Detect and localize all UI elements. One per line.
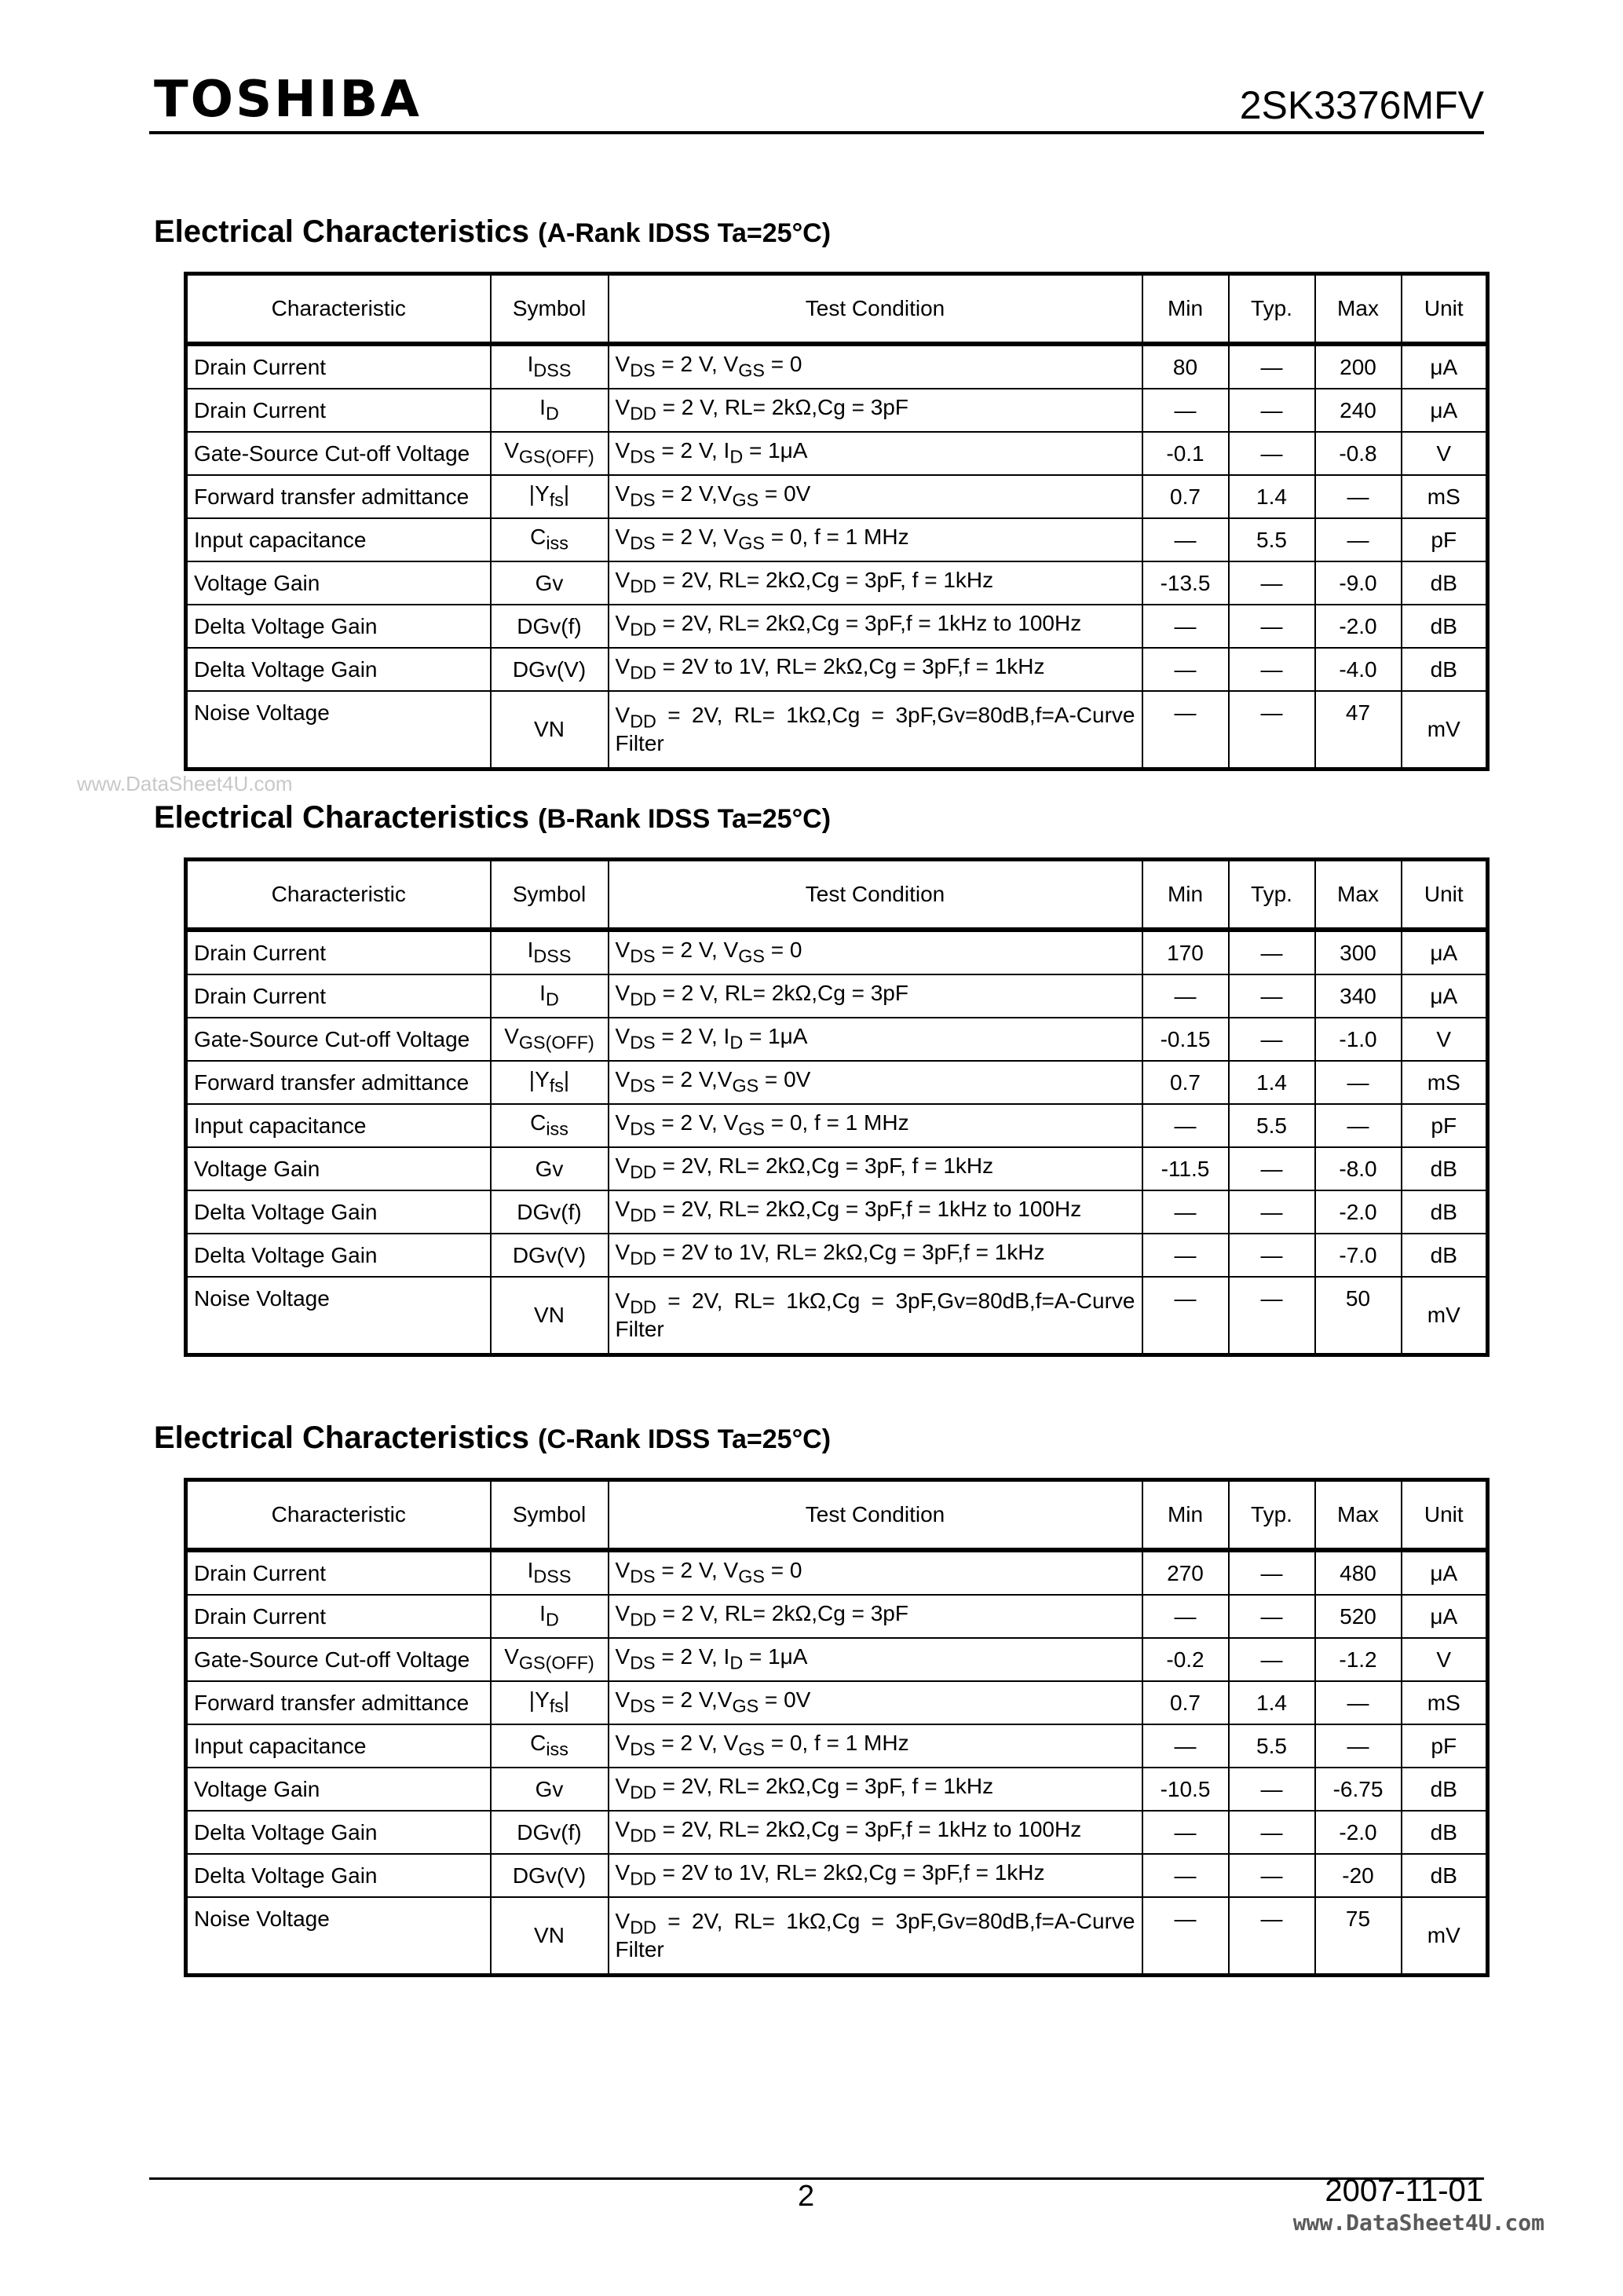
cell-min: — — [1142, 1724, 1229, 1768]
cell-symbol: $|Y_{fs}|$ — [491, 1681, 609, 1724]
column-header-typ: Typ. — [1229, 274, 1315, 345]
cell-unit: dB — [1402, 1147, 1488, 1190]
cell-typ: — — [1229, 1638, 1315, 1681]
cell-min: 0.7 — [1142, 475, 1229, 518]
column-header-min: Min — [1142, 860, 1229, 930]
cell-unit: dB — [1402, 648, 1488, 691]
cell-test-condition: $V_{DS} = 2$ V, $V_{GS} = 0$ — [609, 930, 1142, 974]
cell-characteristic: Noise Voltage — [186, 1277, 491, 1355]
cell-typ: 5.5 — [1229, 1104, 1315, 1147]
table-row — [186, 475, 1488, 518]
section-title — [154, 1420, 831, 1457]
table-row — [186, 518, 1488, 561]
table-row — [186, 974, 1488, 1018]
cell-characteristic: Voltage Gain — [186, 1147, 491, 1190]
cell-max: 340 — [1315, 974, 1402, 1018]
cell-unit: dB — [1402, 1811, 1488, 1854]
cell-test-condition: $V_{DD} = 2V$ to 1V, RL= 2kΩ,Cg = 3pF,f = 1kHz — [609, 648, 1142, 691]
column-header-min: Min — [1142, 274, 1229, 345]
cell-typ: 5.5 — [1229, 1724, 1315, 1768]
cell-typ: — — [1229, 1595, 1315, 1638]
table-row — [186, 691, 1488, 770]
section-title-main: Electrical Characteristics — [154, 800, 530, 835]
cell-characteristic: Drain Current — [186, 389, 491, 432]
cell-max: -1.0 — [1315, 1018, 1402, 1061]
cell-max: -0.8 — [1315, 432, 1402, 475]
part-number: 2SK3376MFV — [1239, 83, 1484, 127]
table-row — [186, 1854, 1488, 1897]
cell-max: -20 — [1315, 1854, 1402, 1897]
cell-min: — — [1142, 1811, 1229, 1854]
table-row — [186, 1018, 1488, 1061]
cell-unit: V — [1402, 1018, 1488, 1061]
cell-max: — — [1315, 1061, 1402, 1104]
cell-symbol: VN — [491, 1277, 609, 1355]
cell-unit: V — [1402, 432, 1488, 475]
cell-test-condition: $V_{DS} = 2$ V, $V_{GS} = 0$, f = 1 MHz — [609, 1104, 1142, 1147]
cell-symbol: DGv(f) — [491, 1811, 609, 1854]
table-row — [186, 1681, 1488, 1724]
table-row — [186, 561, 1488, 605]
cell-min: — — [1142, 1595, 1229, 1638]
cell-max: 480 — [1315, 1550, 1402, 1595]
column-header-unit: Unit — [1402, 274, 1488, 345]
cell-unit: mS — [1402, 1061, 1488, 1104]
column-header-test-condition: Test Condition — [609, 860, 1142, 930]
cell-test-condition: $V_{DD} = 2V$ to 1V, RL= 2kΩ,Cg = 3pF,f = 1kHz — [609, 1234, 1142, 1277]
table-row — [186, 1638, 1488, 1681]
cell-typ: 1.4 — [1229, 1681, 1315, 1724]
cell-max: -4.0 — [1315, 648, 1402, 691]
cell-unit: pF — [1402, 1104, 1488, 1147]
header-rule — [149, 131, 1484, 134]
cell-typ: — — [1229, 648, 1315, 691]
column-header-test-condition: Test Condition — [609, 1480, 1142, 1551]
cell-test-condition: $V_{DD} = 2V$ to 1V, RL= 2kΩ,Cg = 3pF,f = 1kHz — [609, 1854, 1142, 1897]
cell-typ: — — [1229, 1897, 1315, 1976]
cell-typ: — — [1229, 561, 1315, 605]
cell-max: — — [1315, 518, 1402, 561]
table-row — [186, 605, 1488, 648]
cell-symbol: $I_{DSS}$ — [491, 930, 609, 974]
cell-unit: V — [1402, 1638, 1488, 1681]
cell-unit: μA — [1402, 1595, 1488, 1638]
cell-max: 50 — [1315, 1277, 1402, 1355]
cell-min: — — [1142, 605, 1229, 648]
table-row — [186, 389, 1488, 432]
cell-unit: mS — [1402, 475, 1488, 518]
section-title-condition: (A-Rank IDSS Ta=25°C) — [538, 218, 832, 248]
cell-test-condition: $V_{DS} = 2$ V, $I_D = 1\mu A$ — [609, 1638, 1142, 1681]
cell-test-condition: $V_{DD} = 2V$, RL= 2kΩ,Cg = 3pF, f = 1kHz — [609, 1147, 1142, 1190]
cell-test-condition: $V_{DD} = 2V$, RL= 2kΩ,Cg = 3pF,f = 1kHz to 100Hz — [609, 1190, 1142, 1234]
cell-max: — — [1315, 475, 1402, 518]
cell-min: -11.5 — [1142, 1147, 1229, 1190]
cell-test-condition: $V_{DD} = 2$ V, RL= 2kΩ,Cg = 3pF — [609, 1595, 1142, 1638]
cell-symbol: $I_D$ — [491, 1595, 609, 1638]
cell-unit: mS — [1402, 1681, 1488, 1724]
cell-symbol: $|Y_{fs}|$ — [491, 1061, 609, 1104]
cell-min: 170 — [1142, 930, 1229, 974]
cell-max: -7.0 — [1315, 1234, 1402, 1277]
section-title-main: Electrical Characteristics — [154, 1420, 530, 1455]
cell-test-condition: $V_{DS} = 2$ $V,V_{GS} = 0V$ — [609, 1681, 1142, 1724]
cell-min: 0.7 — [1142, 1681, 1229, 1724]
cell-min: -10.5 — [1142, 1768, 1229, 1811]
column-header-unit: Unit — [1402, 1480, 1488, 1551]
page-number: 2 — [798, 2180, 815, 2213]
cell-test-condition: $V_{DS} = 2$ V, $V_{GS} = 0$ — [609, 344, 1142, 389]
cell-min: — — [1142, 1277, 1229, 1355]
section-title — [154, 214, 831, 251]
cell-max: 200 — [1315, 344, 1402, 389]
cell-characteristic: Delta Voltage Gain — [186, 1854, 491, 1897]
cell-min: 80 — [1142, 344, 1229, 389]
cell-typ: — — [1229, 930, 1315, 974]
cell-symbol: $I_{DSS}$ — [491, 1550, 609, 1595]
cell-typ: — — [1229, 1190, 1315, 1234]
cell-max: -9.0 — [1315, 561, 1402, 605]
column-header-typ: Typ. — [1229, 1480, 1315, 1551]
cell-characteristic: Delta Voltage Gain — [186, 1234, 491, 1277]
cell-typ: — — [1229, 605, 1315, 648]
cell-max: -2.0 — [1315, 605, 1402, 648]
cell-max: -8.0 — [1315, 1147, 1402, 1190]
cell-test-condition: $V_{DD} = 2V$, RL= 2kΩ,Cg = 3pF, f = 1kHz — [609, 561, 1142, 605]
cell-characteristic: Voltage Gain — [186, 1768, 491, 1811]
cell-max: 300 — [1315, 930, 1402, 974]
cell-characteristic: Drain Current — [186, 974, 491, 1018]
cell-symbol: Gv — [491, 1768, 609, 1811]
cell-test-condition: $V_{DS} = 2$ V, $V_{GS} = 0$, f = 1 MHz — [609, 518, 1142, 561]
cell-characteristic: Forward transfer admittance — [186, 1681, 491, 1724]
cell-max: — — [1315, 1104, 1402, 1147]
cell-symbol: $I_{DSS}$ — [491, 344, 609, 389]
cell-test-condition: $V_{DD} = 2$ V, RL= 2kΩ,Cg = 3pF — [609, 974, 1142, 1018]
cell-test-condition: $V_{DS} = 2$ V, $V_{GS} = 0$ — [609, 1550, 1142, 1595]
revision-date: 2007-11-01 — [1325, 2174, 1483, 2208]
cell-min: — — [1142, 389, 1229, 432]
cell-symbol: $V_{GS(OFF)}$ — [491, 432, 609, 475]
cell-typ: — — [1229, 344, 1315, 389]
toshiba-logo: TOSHIBA — [154, 71, 422, 129]
cell-typ: — — [1229, 1147, 1315, 1190]
column-header-typ: Typ. — [1229, 860, 1315, 930]
cell-symbol: $V_{GS(OFF)}$ — [491, 1638, 609, 1681]
table-row — [186, 1234, 1488, 1277]
cell-unit: dB — [1402, 1234, 1488, 1277]
cell-unit: dB — [1402, 561, 1488, 605]
cell-max: — — [1315, 1724, 1402, 1768]
table-row — [186, 1550, 1488, 1595]
cell-symbol: $I_D$ — [491, 974, 609, 1018]
cell-characteristic: Voltage Gain — [186, 561, 491, 605]
cell-symbol: $C_{iss}$ — [491, 1104, 609, 1147]
watermark-bottom: www.DataSheet4U.com — [1292, 2210, 1544, 2236]
cell-unit: μA — [1402, 344, 1488, 389]
characteristics-table-b-rank — [184, 857, 1490, 1357]
cell-typ: 5.5 — [1229, 518, 1315, 561]
table-header-row — [186, 860, 1488, 930]
cell-characteristic: Forward transfer admittance — [186, 1061, 491, 1104]
cell-test-condition: $V_{DS} = 2$ V, $I_D = 1\mu A$ — [609, 1018, 1142, 1061]
watermark-top: www.DataSheet4U.com — [77, 772, 293, 795]
column-header-max: Max — [1315, 860, 1402, 930]
cell-min: — — [1142, 1897, 1229, 1976]
cell-characteristic: Input capacitance — [186, 1724, 491, 1768]
cell-characteristic: Delta Voltage Gain — [186, 605, 491, 648]
table-row — [186, 930, 1488, 974]
cell-min: -0.2 — [1142, 1638, 1229, 1681]
cell-max: -6.75 — [1315, 1768, 1402, 1811]
cell-typ: — — [1229, 1854, 1315, 1897]
cell-unit: mV — [1402, 1277, 1488, 1355]
cell-symbol: Gv — [491, 1147, 609, 1190]
cell-typ: — — [1229, 389, 1315, 432]
cell-unit: μA — [1402, 389, 1488, 432]
table-header-row — [186, 274, 1488, 345]
cell-typ: 1.4 — [1229, 475, 1315, 518]
table-row — [186, 1724, 1488, 1768]
cell-typ: — — [1229, 1234, 1315, 1277]
cell-characteristic: Gate-Source Cut-off Voltage — [186, 1018, 491, 1061]
table-row — [186, 432, 1488, 475]
cell-typ: — — [1229, 1768, 1315, 1811]
cell-characteristic: Drain Current — [186, 1550, 491, 1595]
table-row — [186, 1811, 1488, 1854]
cell-typ: — — [1229, 1811, 1315, 1854]
table-row — [186, 1147, 1488, 1190]
cell-characteristic: Delta Voltage Gain — [186, 1190, 491, 1234]
table-row — [186, 648, 1488, 691]
table-row — [186, 1897, 1488, 1976]
cell-test-condition: $V_{DS} = 2$ V, $V_{GS} = 0$, f = 1 MHz — [609, 1724, 1142, 1768]
table-row — [186, 1061, 1488, 1104]
cell-test-condition: $V_{DD} = 2V$, RL= 2kΩ,Cg = 3pF, f = 1kHz — [609, 1768, 1142, 1811]
table-row — [186, 344, 1488, 389]
cell-characteristic: Gate-Source Cut-off Voltage — [186, 1638, 491, 1681]
cell-min: -0.1 — [1142, 432, 1229, 475]
cell-unit: dB — [1402, 1190, 1488, 1234]
table-row — [186, 1190, 1488, 1234]
cell-min: — — [1142, 1234, 1229, 1277]
column-header-characteristic: Characteristic — [186, 274, 491, 345]
cell-symbol: $|Y_{fs}|$ — [491, 475, 609, 518]
cell-symbol: DGv(V) — [491, 1854, 609, 1897]
cell-min: -13.5 — [1142, 561, 1229, 605]
cell-min: — — [1142, 648, 1229, 691]
column-header-symbol: Symbol — [491, 860, 609, 930]
characteristics-table-a-rank — [184, 272, 1490, 771]
cell-min: — — [1142, 691, 1229, 770]
footer-rule — [149, 2177, 1484, 2180]
table-row — [186, 1768, 1488, 1811]
cell-min: 270 — [1142, 1550, 1229, 1595]
cell-max: 240 — [1315, 389, 1402, 432]
cell-symbol: $C_{iss}$ — [491, 1724, 609, 1768]
cell-max: -2.0 — [1315, 1190, 1402, 1234]
cell-symbol: VN — [491, 691, 609, 770]
cell-test-condition: $V_{DD} = 2V$, RL= 1kΩ,Cg = 3pF,Gv=80dB,f=A-Curve Filter — [609, 691, 1142, 770]
cell-symbol: $I_D$ — [491, 389, 609, 432]
cell-typ: 1.4 — [1229, 1061, 1315, 1104]
cell-max: -2.0 — [1315, 1811, 1402, 1854]
cell-characteristic: Delta Voltage Gain — [186, 648, 491, 691]
cell-characteristic: Forward transfer admittance — [186, 475, 491, 518]
column-header-unit: Unit — [1402, 860, 1488, 930]
cell-unit: pF — [1402, 518, 1488, 561]
column-header-characteristic: Characteristic — [186, 860, 491, 930]
cell-symbol: DGv(f) — [491, 1190, 609, 1234]
cell-min: — — [1142, 974, 1229, 1018]
cell-unit: dB — [1402, 605, 1488, 648]
cell-symbol: DGv(V) — [491, 648, 609, 691]
cell-unit: μA — [1402, 930, 1488, 974]
column-header-max: Max — [1315, 274, 1402, 345]
column-header-min: Min — [1142, 1480, 1229, 1551]
cell-typ: — — [1229, 432, 1315, 475]
cell-unit: dB — [1402, 1768, 1488, 1811]
cell-test-condition: $V_{DS} = 2$ $V,V_{GS} = 0V$ — [609, 475, 1142, 518]
cell-max: -1.2 — [1315, 1638, 1402, 1681]
cell-typ: — — [1229, 1277, 1315, 1355]
cell-min: — — [1142, 1854, 1229, 1897]
cell-test-condition: $V_{DS} = 2$ V, $I_D = 1\mu A$ — [609, 432, 1142, 475]
cell-characteristic: Input capacitance — [186, 1104, 491, 1147]
column-header-characteristic: Characteristic — [186, 1480, 491, 1551]
cell-min: — — [1142, 1104, 1229, 1147]
table-header-row — [186, 1480, 1488, 1551]
cell-unit: μA — [1402, 1550, 1488, 1595]
section-title-condition: (C-Rank IDSS Ta=25°C) — [538, 1424, 832, 1454]
cell-unit: pF — [1402, 1724, 1488, 1768]
column-header-test-condition: Test Condition — [609, 274, 1142, 345]
table-row — [186, 1595, 1488, 1638]
cell-characteristic: Gate-Source Cut-off Voltage — [186, 432, 491, 475]
cell-unit: dB — [1402, 1854, 1488, 1897]
cell-symbol: DGv(V) — [491, 1234, 609, 1277]
cell-test-condition: $V_{DD} = 2V$, RL= 2kΩ,Cg = 3pF,f = 1kHz to 100Hz — [609, 1811, 1142, 1854]
cell-characteristic: Drain Current — [186, 1595, 491, 1638]
cell-min: — — [1142, 518, 1229, 561]
cell-min: 0.7 — [1142, 1061, 1229, 1104]
cell-characteristic: Input capacitance — [186, 518, 491, 561]
section-title — [154, 799, 831, 837]
cell-unit: μA — [1402, 974, 1488, 1018]
cell-typ: — — [1229, 1550, 1315, 1595]
column-header-max: Max — [1315, 1480, 1402, 1551]
cell-characteristic: Drain Current — [186, 930, 491, 974]
cell-characteristic: Drain Current — [186, 344, 491, 389]
cell-min: — — [1142, 1190, 1229, 1234]
cell-min: -0.15 — [1142, 1018, 1229, 1061]
table-row — [186, 1277, 1488, 1355]
cell-typ: — — [1229, 691, 1315, 770]
cell-characteristic: Noise Voltage — [186, 1897, 491, 1976]
cell-symbol: VN — [491, 1897, 609, 1976]
cell-unit: mV — [1402, 691, 1488, 770]
cell-test-condition: $V_{DS} = 2$ $V,V_{GS} = 0V$ — [609, 1061, 1142, 1104]
cell-test-condition: $V_{DD} = 2V$, RL= 2kΩ,Cg = 3pF,f = 1kHz to 100Hz — [609, 605, 1142, 648]
table-row — [186, 1104, 1488, 1147]
cell-symbol: Gv — [491, 561, 609, 605]
cell-symbol: $C_{iss}$ — [491, 518, 609, 561]
cell-max: 520 — [1315, 1595, 1402, 1638]
column-header-symbol: Symbol — [491, 1480, 609, 1551]
column-header-symbol: Symbol — [491, 274, 609, 345]
cell-typ: — — [1229, 1018, 1315, 1061]
cell-symbol: DGv(f) — [491, 605, 609, 648]
cell-unit: mV — [1402, 1897, 1488, 1976]
cell-test-condition: $V_{DD} = 2$ V, RL= 2kΩ,Cg = 3pF — [609, 389, 1142, 432]
cell-typ: — — [1229, 974, 1315, 1018]
cell-characteristic: Delta Voltage Gain — [186, 1811, 491, 1854]
cell-test-condition: $V_{DD} = 2V$, RL= 1kΩ,Cg = 3pF,Gv=80dB,f=A-Curve Filter — [609, 1277, 1142, 1355]
section-title-condition: (B-Rank IDSS Ta=25°C) — [538, 804, 832, 834]
cell-max: — — [1315, 1681, 1402, 1724]
cell-symbol: $V_{GS(OFF)}$ — [491, 1018, 609, 1061]
cell-max: 75 — [1315, 1897, 1402, 1976]
cell-test-condition: $V_{DD} = 2V$, RL= 1kΩ,Cg = 3pF,Gv=80dB,f=A-Curve Filter — [609, 1897, 1142, 1976]
cell-characteristic: Noise Voltage — [186, 691, 491, 770]
cell-max: 47 — [1315, 691, 1402, 770]
section-title-main: Electrical Characteristics — [154, 214, 530, 249]
characteristics-table-c-rank — [184, 1478, 1490, 1977]
